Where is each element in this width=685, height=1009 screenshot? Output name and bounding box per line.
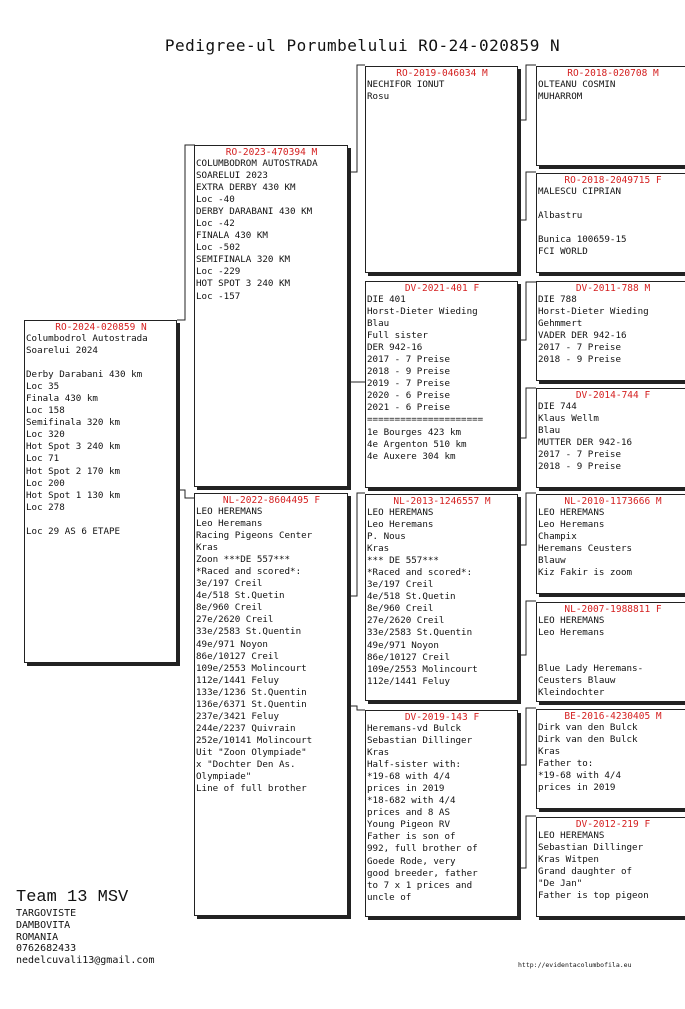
ring-number: RO-2024-020859 N [55, 322, 147, 333]
pigeon-card-mmf[interactable] [536, 709, 685, 809]
pigeon-details: LEO HEREMANS Leo Heremans P. Nous Kras *** DE 557*** *Raced and scored*: 3e/197 Creil 4e/518 St.Quetin 8e/960 Creil 27e/2620 Creil 33e/2583 St.Quentin 49e/971 Noyon 86e/10127 Creil 109e/2553 Molincourt 112e/1441 Feluy [367, 507, 478, 687]
ring-number: NL-2010-1173666 M [564, 496, 662, 507]
pigeon-details: DIE 788 Horst-Dieter Wieding Gehmmert VADER DER 942-16 2017 - 7 Preise 2018 - 9 Preise [538, 294, 649, 366]
ring-number: NL-2007-1988811 F [564, 604, 662, 615]
page-title: Pedigree-ul Porumbelului RO-24-020859 N [164, 36, 561, 55]
pigeon-card-subject[interactable] [24, 320, 177, 663]
ring-number: RO-2023-470394 M [225, 147, 318, 158]
pigeon-card-maternal-grandmother[interactable] [365, 710, 518, 917]
ring-number: RO-2018-020708 M [567, 68, 659, 79]
pigeon-card-mfm[interactable] [536, 602, 685, 702]
pigeon-details: LEO HEREMANS Leo Heremans Blue Lady Heremans- Ceusters Blauw Kleindochter [538, 615, 644, 699]
pigeon-card-fmm[interactable] [536, 388, 685, 488]
pigeon-card-father[interactable] [194, 145, 348, 487]
pigeon-card-paternal-grandmother[interactable] [365, 281, 518, 488]
pigeon-card-paternal-grandfather[interactable] [365, 66, 518, 273]
ring-number: BE-2016-4230405 M [564, 711, 662, 722]
pigeon-details: Columbodrol Autostrada Soarelui 2024 Derby Darabani 430 km Loc 35 Finala 430 km Loc 158 Semifinala 320 km Loc 320 Hot Spot 3 240 km Loc 71 Hot Spot 2 170 km Loc 200 Hot Spot 1 130 km Loc 278 Loc 29 AS 6 ETAPE [26, 333, 148, 537]
ring-number: NL-2022-8604495 F [222, 495, 321, 506]
pigeon-details: DIE 401 Horst-Dieter Wieding Blau Full sister DER 942-16 2017 - 7 Preise 2018 - 9 Preise 2019 - 7 Preise 2020 - 6 Preise 2021 - 6 Preise ===================== 1e Bourges 423 km 4e Argenton 510 km 4e Auxere 304 km [367, 294, 484, 462]
ring-number: DV-2014-744 F [575, 390, 651, 401]
pigeon-card-fmf[interactable] [536, 281, 685, 381]
ring-number: RO-2018-2049715 F [564, 175, 662, 186]
pigeon-card-ffm[interactable] [536, 173, 685, 273]
pigeon-details: Heremans-vd Bulck Sebastian Dillinger Kras Half-sister with: *19-68 with 4/4 prices in 2019 *18-682 with 4/4 prices and 8 AS Young Pigeon RV Father is son of 992, full brother of Goede Rode, very good breeder, father to 7 x 1 prices and uncle of [367, 723, 478, 903]
pigeon-details: LEO HEREMANS Sebastian Dillinger Kras Witpen Grand daughter of "De Jan" Father is top pigeon [538, 830, 649, 902]
pigeon-details: LEO HEREMANS Leo Heremans Racing Pigeons Center Kras Zoon ***DE 557*** *Raced and scored*: 3e/197 Creil 4e/518 St.Quetin 8e/960 Creil 27e/2620 Creil 33e/2583 St.Quentin 49e/971 Noyon 86e/10127 Creil 109e/2553 Molincourt 112e/1441 Feluy 133e/1236 St.Quentin 136e/6371 St.Quentin 237e/3421 Feluy 244e/2237 Quivrain 252e/10141 Molincourt Uit "Zoon Olympiade" x "Dochter Den As. Olympiade" Line of full brother [196, 506, 313, 795]
pigeon-details: Dirk van den Bulck Dirk van den Bulck Kras Father to: *19-68 with 4/4 prices in 2019 [538, 722, 638, 794]
owner-contact: TARGOVISTE DAMBOVITA ROMANIA 0762682433 nedelcuvali13@gmail.com [16, 908, 155, 967]
pigeon-details: NECHIFOR IONUT Rosu [367, 79, 445, 103]
pigeon-card-mff[interactable] [536, 494, 685, 594]
pigeon-details: DIE 744 Klaus Wellm Blau MUTTER DER 942-16 2017 - 7 Preise 2018 - 9 Preise [538, 401, 633, 473]
pigeon-card-mother[interactable] [194, 493, 348, 916]
ring-number: DV-2011-788 M [575, 283, 651, 294]
ring-number: NL-2013-1246557 M [393, 496, 491, 507]
pigeon-card-fff[interactable] [536, 66, 685, 166]
ring-number: DV-2019-143 F [404, 712, 480, 723]
pigeon-card-mmm[interactable] [536, 817, 685, 917]
pigeon-details: OLTEANU COSMIN MUHARROM [538, 79, 616, 103]
pigeon-card-maternal-grandfather[interactable] [365, 494, 518, 701]
owner-info [16, 888, 154, 967]
pigeon-details: MALESCU CIPRIAN Albastru Bunica 100659-15 FCI WORLD [538, 186, 627, 258]
pigeon-details: COLUMBODROM AUTOSTRADA SOARELUI 2023 EXTRA DERBY 430 KM Loc -40 DERBY DARABANI 430 KM Loc -42 FINALA 430 KM Loc -502 SEMIFINALA 320 KM Loc -229 HOT SPOT 3 240 KM Loc -157 [196, 158, 318, 302]
pigeon-details: LEO HEREMANS Leo Heremans Champix Heremans Ceusters Blauw Kiz Fakir is zoom [538, 507, 633, 579]
ring-number: DV-2021-401 F [404, 283, 480, 294]
website-link[interactable]: http://evidentacolumbofila.eu [518, 961, 632, 969]
owner-name: Team 13 MSV [16, 888, 129, 907]
ring-number: DV-2012-219 F [575, 819, 651, 830]
ring-number: RO-2019-046034 M [396, 68, 488, 79]
